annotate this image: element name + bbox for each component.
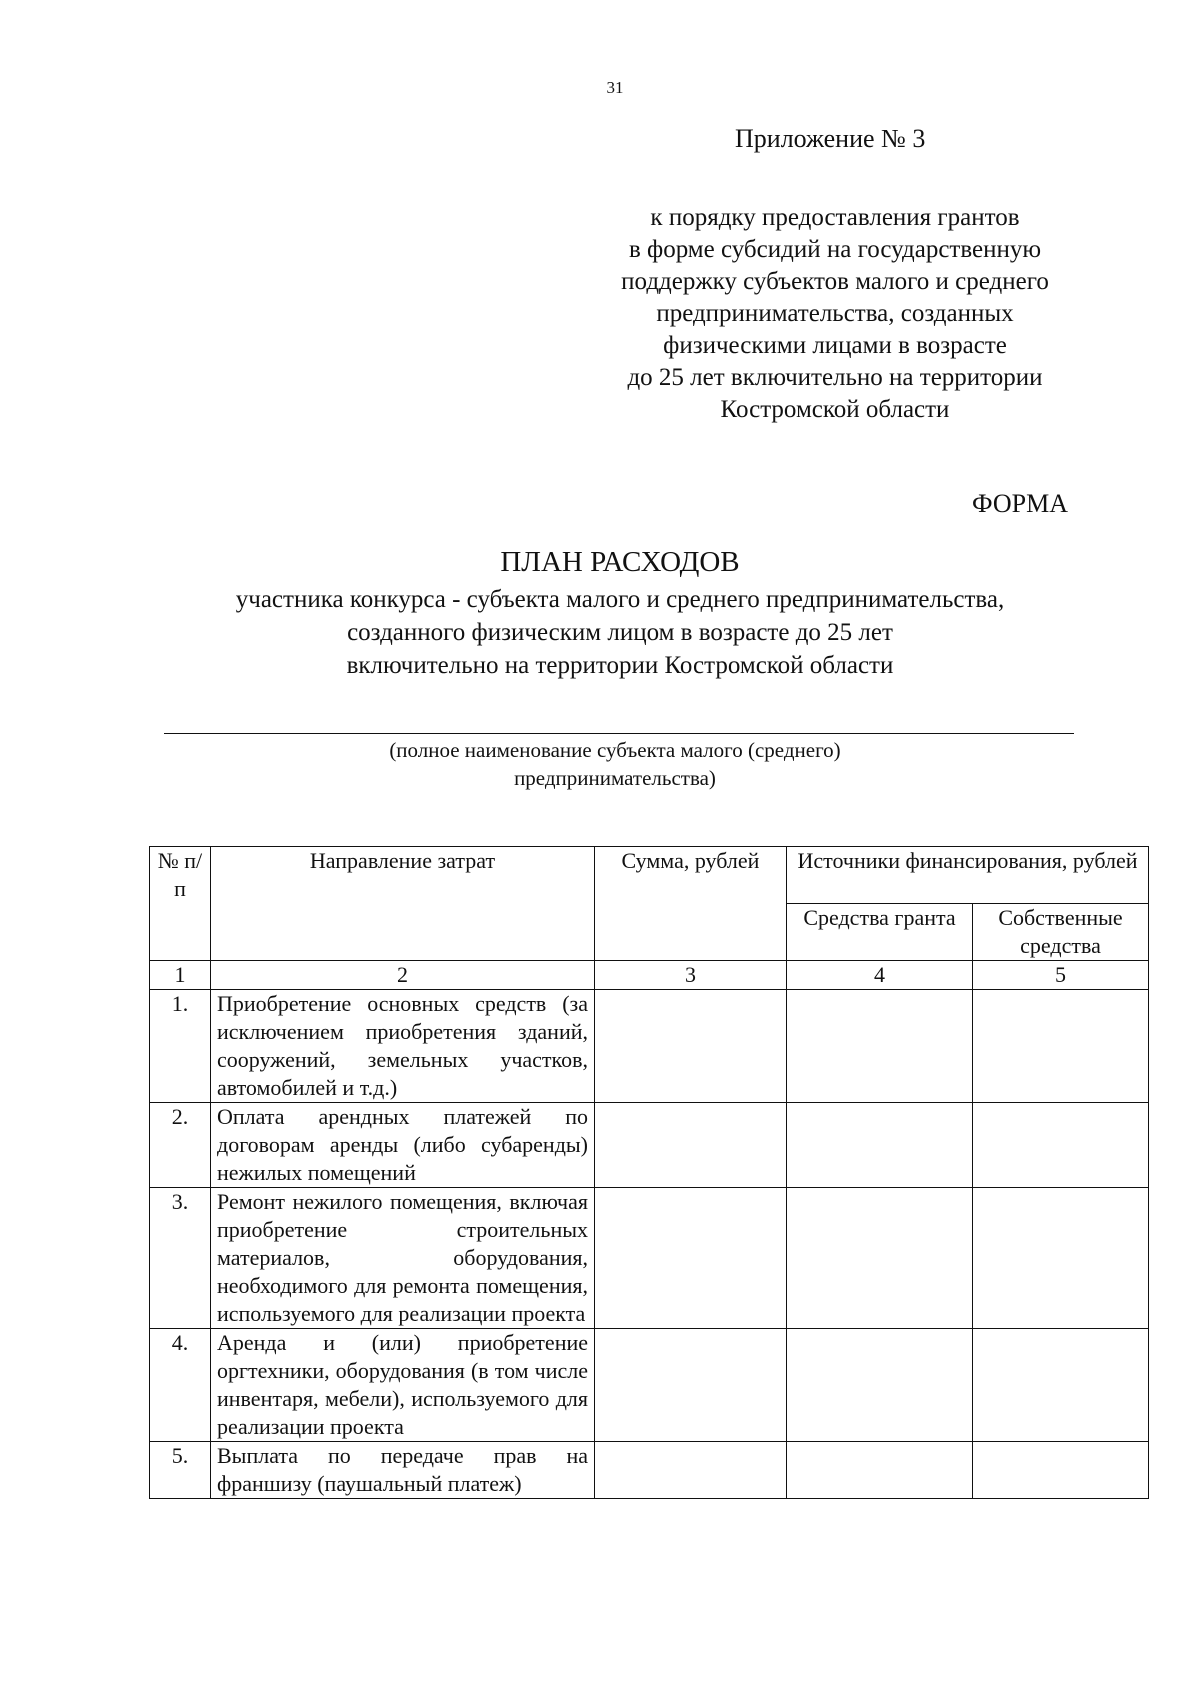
entity-name-caption-line: предпринимательства)	[514, 766, 716, 790]
row-sum-cell[interactable]	[595, 1103, 787, 1188]
row-direction: Ремонт нежилого помещения, включая приобретение строительных материалов, оборудования, необходимого для ремонта помещения, используемого для реализации проекта	[211, 1188, 595, 1329]
table-row	[150, 1442, 1149, 1499]
document-subtitle	[150, 583, 1090, 682]
page-number: 31	[606, 78, 624, 97]
row-num: 1.	[150, 990, 211, 1103]
header-direction: Направление затрат	[211, 847, 595, 961]
appendix-description	[575, 202, 1095, 426]
row-direction: Выплата по передаче прав на франшизу (паушальный платеж)	[211, 1442, 595, 1499]
entity-name-caption	[330, 736, 900, 792]
column-number: 4	[787, 961, 973, 990]
table-row	[150, 1188, 1149, 1329]
column-numbers-row	[150, 961, 1149, 990]
table-row	[150, 1103, 1149, 1188]
row-own-cell[interactable]	[973, 1188, 1149, 1329]
row-grant-cell[interactable]	[787, 1442, 973, 1499]
table-row	[150, 1329, 1149, 1442]
document-subtitle-line: участника конкурса - субъекта малого и среднего предпринимательства,	[235, 586, 1005, 613]
column-number: 2	[211, 961, 595, 990]
row-num: 4.	[150, 1329, 211, 1442]
document-subtitle-line: созданного физическим лицом в возрасте до 25 лет	[347, 619, 893, 646]
header-own: Собственные средства	[973, 904, 1149, 961]
expense-plan-table	[149, 846, 1149, 1499]
row-grant-cell[interactable]	[787, 1188, 973, 1329]
column-number: 3	[595, 961, 787, 990]
entity-name-field-line[interactable]	[164, 733, 1074, 734]
row-direction: Оплата арендных платежей по договорам аренды (либо субаренды) нежилых помещений	[211, 1103, 595, 1188]
entity-name-caption-line: (полное наименование субъекта малого (среднего)	[389, 738, 841, 762]
row-sum-cell[interactable]	[595, 1442, 787, 1499]
header-num: № п/п	[150, 847, 211, 961]
row-direction: Аренда и (или) приобретение оргтехники, оборудования (в том числе инвентаря, мебели), используемого для реализации проекта	[211, 1329, 595, 1442]
appendix-description-line: к порядку предоставления грантов	[650, 204, 1020, 231]
document-title: ПЛАН РАСХОДОВ	[500, 546, 740, 578]
row-grant-cell[interactable]	[787, 990, 973, 1103]
document-subtitle-line: включительно на территории Костромской области	[346, 652, 894, 679]
appendix-description-line: Костромской области	[720, 396, 950, 423]
row-grant-cell[interactable]	[787, 1103, 973, 1188]
appendix-description-line: до 25 лет включительно на территории	[627, 364, 1043, 391]
row-num: 3.	[150, 1188, 211, 1329]
row-own-cell[interactable]	[973, 1329, 1149, 1442]
row-own-cell[interactable]	[973, 1442, 1149, 1499]
column-number: 1	[150, 961, 211, 990]
form-label: ФОРМА	[972, 489, 1068, 518]
row-num: 5.	[150, 1442, 211, 1499]
table-header-row	[150, 847, 1149, 904]
row-sum-cell[interactable]	[595, 1329, 787, 1442]
header-sum: Сумма, рублей	[595, 847, 787, 961]
table-row	[150, 990, 1149, 1103]
row-own-cell[interactable]	[973, 990, 1149, 1103]
header-grant: Средства гранта	[787, 904, 973, 961]
row-sum-cell[interactable]	[595, 1188, 787, 1329]
row-num: 2.	[150, 1103, 211, 1188]
appendix-description-line: в форме субсидий на государственную	[628, 236, 1042, 263]
row-sum-cell[interactable]	[595, 990, 787, 1103]
appendix-description-line: предпринимательства, созданных	[656, 300, 1014, 327]
appendix-description-line: физическими лицами в возрасте	[663, 332, 1007, 359]
appendix-title: Приложение № 3	[735, 124, 926, 153]
row-direction: Приобретение основных средств (за исключением приобретения зданий, сооружений, земельных участков, автомобилей и т.д.)	[211, 990, 595, 1103]
row-own-cell[interactable]	[973, 1103, 1149, 1188]
header-sources: Источники финансирования, рублей	[787, 847, 1149, 904]
column-number: 5	[973, 961, 1149, 990]
appendix-description-line: поддержку субъектов малого и среднего	[621, 268, 1049, 295]
row-grant-cell[interactable]	[787, 1329, 973, 1442]
